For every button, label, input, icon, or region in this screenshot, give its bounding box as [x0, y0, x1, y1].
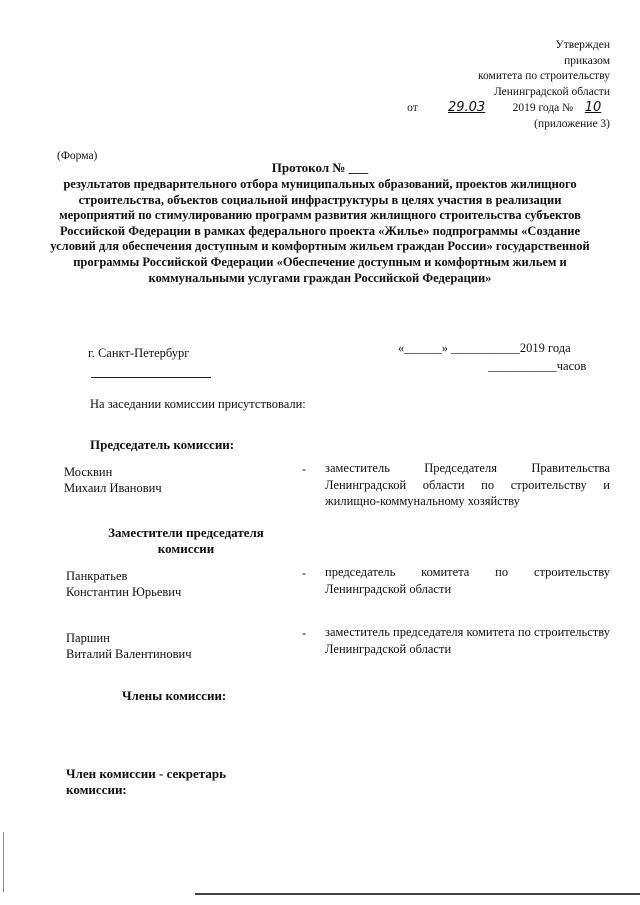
approval-date-prefix: от [407, 102, 418, 114]
approval-line-order: приказом [564, 54, 610, 67]
chairman-role: заместитель Председателя Правительства Ленинградской области по строительству и жилищно-коммунальному хозяйству [325, 461, 610, 508]
secretary-heading-line1: Член комиссии - секретарь [66, 766, 226, 781]
scan-edge-left [3, 832, 4, 892]
approval-number-handwritten: 10 [584, 100, 602, 115]
form-label: (Форма) [57, 150, 98, 162]
secretary-heading-line2: комиссии: [66, 782, 127, 797]
approval-line-region: Ленинградской области [493, 85, 610, 98]
approval-date-handwritten: 29.03 [447, 100, 486, 115]
deputies-heading-line2: комиссии [157, 541, 215, 556]
approval-date-line [407, 100, 610, 117]
members-heading: Члены комиссии: [122, 688, 227, 703]
deputy-1-surname: Панкратьев [66, 569, 128, 583]
deputy-2-surname: Паршин [66, 631, 110, 645]
deputy-2-dash: - [302, 626, 307, 640]
deputy-2-given-names: Виталий Валентинович [66, 647, 192, 661]
meeting-time: ___________часов [488, 359, 587, 373]
deputy-2-name [66, 630, 191, 662]
blank-line [91, 377, 211, 378]
secretary-heading [66, 766, 226, 798]
approval-appendix: (приложение 3) [534, 117, 610, 130]
deputy-1-given-names: Константин Юрьевич [66, 585, 182, 599]
chairman-heading: Председатель комиссии: [90, 437, 235, 452]
chairman-given-names: Михаил Иванович [64, 481, 162, 495]
protocol-subject: результатов предварительного отбора муниципальных образований, проектов жилищного строительства, объектов социальной инфраструктуры в целях участия в реализации мероприятий по стимулированию программ развития жилищного строительства субъектов Российской Федерации в рамках федерального проекта «Жилье» подпрограммы «Создание условий для обеспечения доступным и комфортным жильем граждан России» государственной программы Российской Федерации «Обеспечение доступным и комфортным жильем и коммунальными услугами граждан Российской Федерации» [50, 177, 590, 285]
meeting-date: «______» ___________2019 года [398, 341, 571, 355]
deputy-2-role: заместитель председателя комитета по строительству Ленинградской области [325, 625, 610, 656]
chairman-surname: Москвин [64, 465, 113, 479]
deputies-heading [86, 525, 286, 557]
approval-year-text: 2019 года № [512, 102, 574, 114]
scan-edge-bottom [195, 893, 640, 895]
chairman-dash: - [302, 462, 307, 476]
present-text: На заседании комиссии присутствовали: [90, 397, 306, 411]
deputy-1-name [66, 568, 181, 600]
approval-block [407, 38, 610, 132]
deputy-1-dash: - [302, 566, 307, 580]
approval-line-approved: Утвержден [555, 39, 610, 51]
chairman-name [64, 464, 162, 496]
meeting-place: г. Санкт-Петербург [88, 346, 190, 360]
deputies-heading-line1: Заместители председателя [108, 525, 264, 540]
approval-line-committee: комитета по строительству [478, 70, 610, 82]
deputy-1-role: председатель комитета по строительству Ленинградской области [325, 565, 610, 596]
protocol-title: Протокол № ___ [271, 160, 369, 175]
